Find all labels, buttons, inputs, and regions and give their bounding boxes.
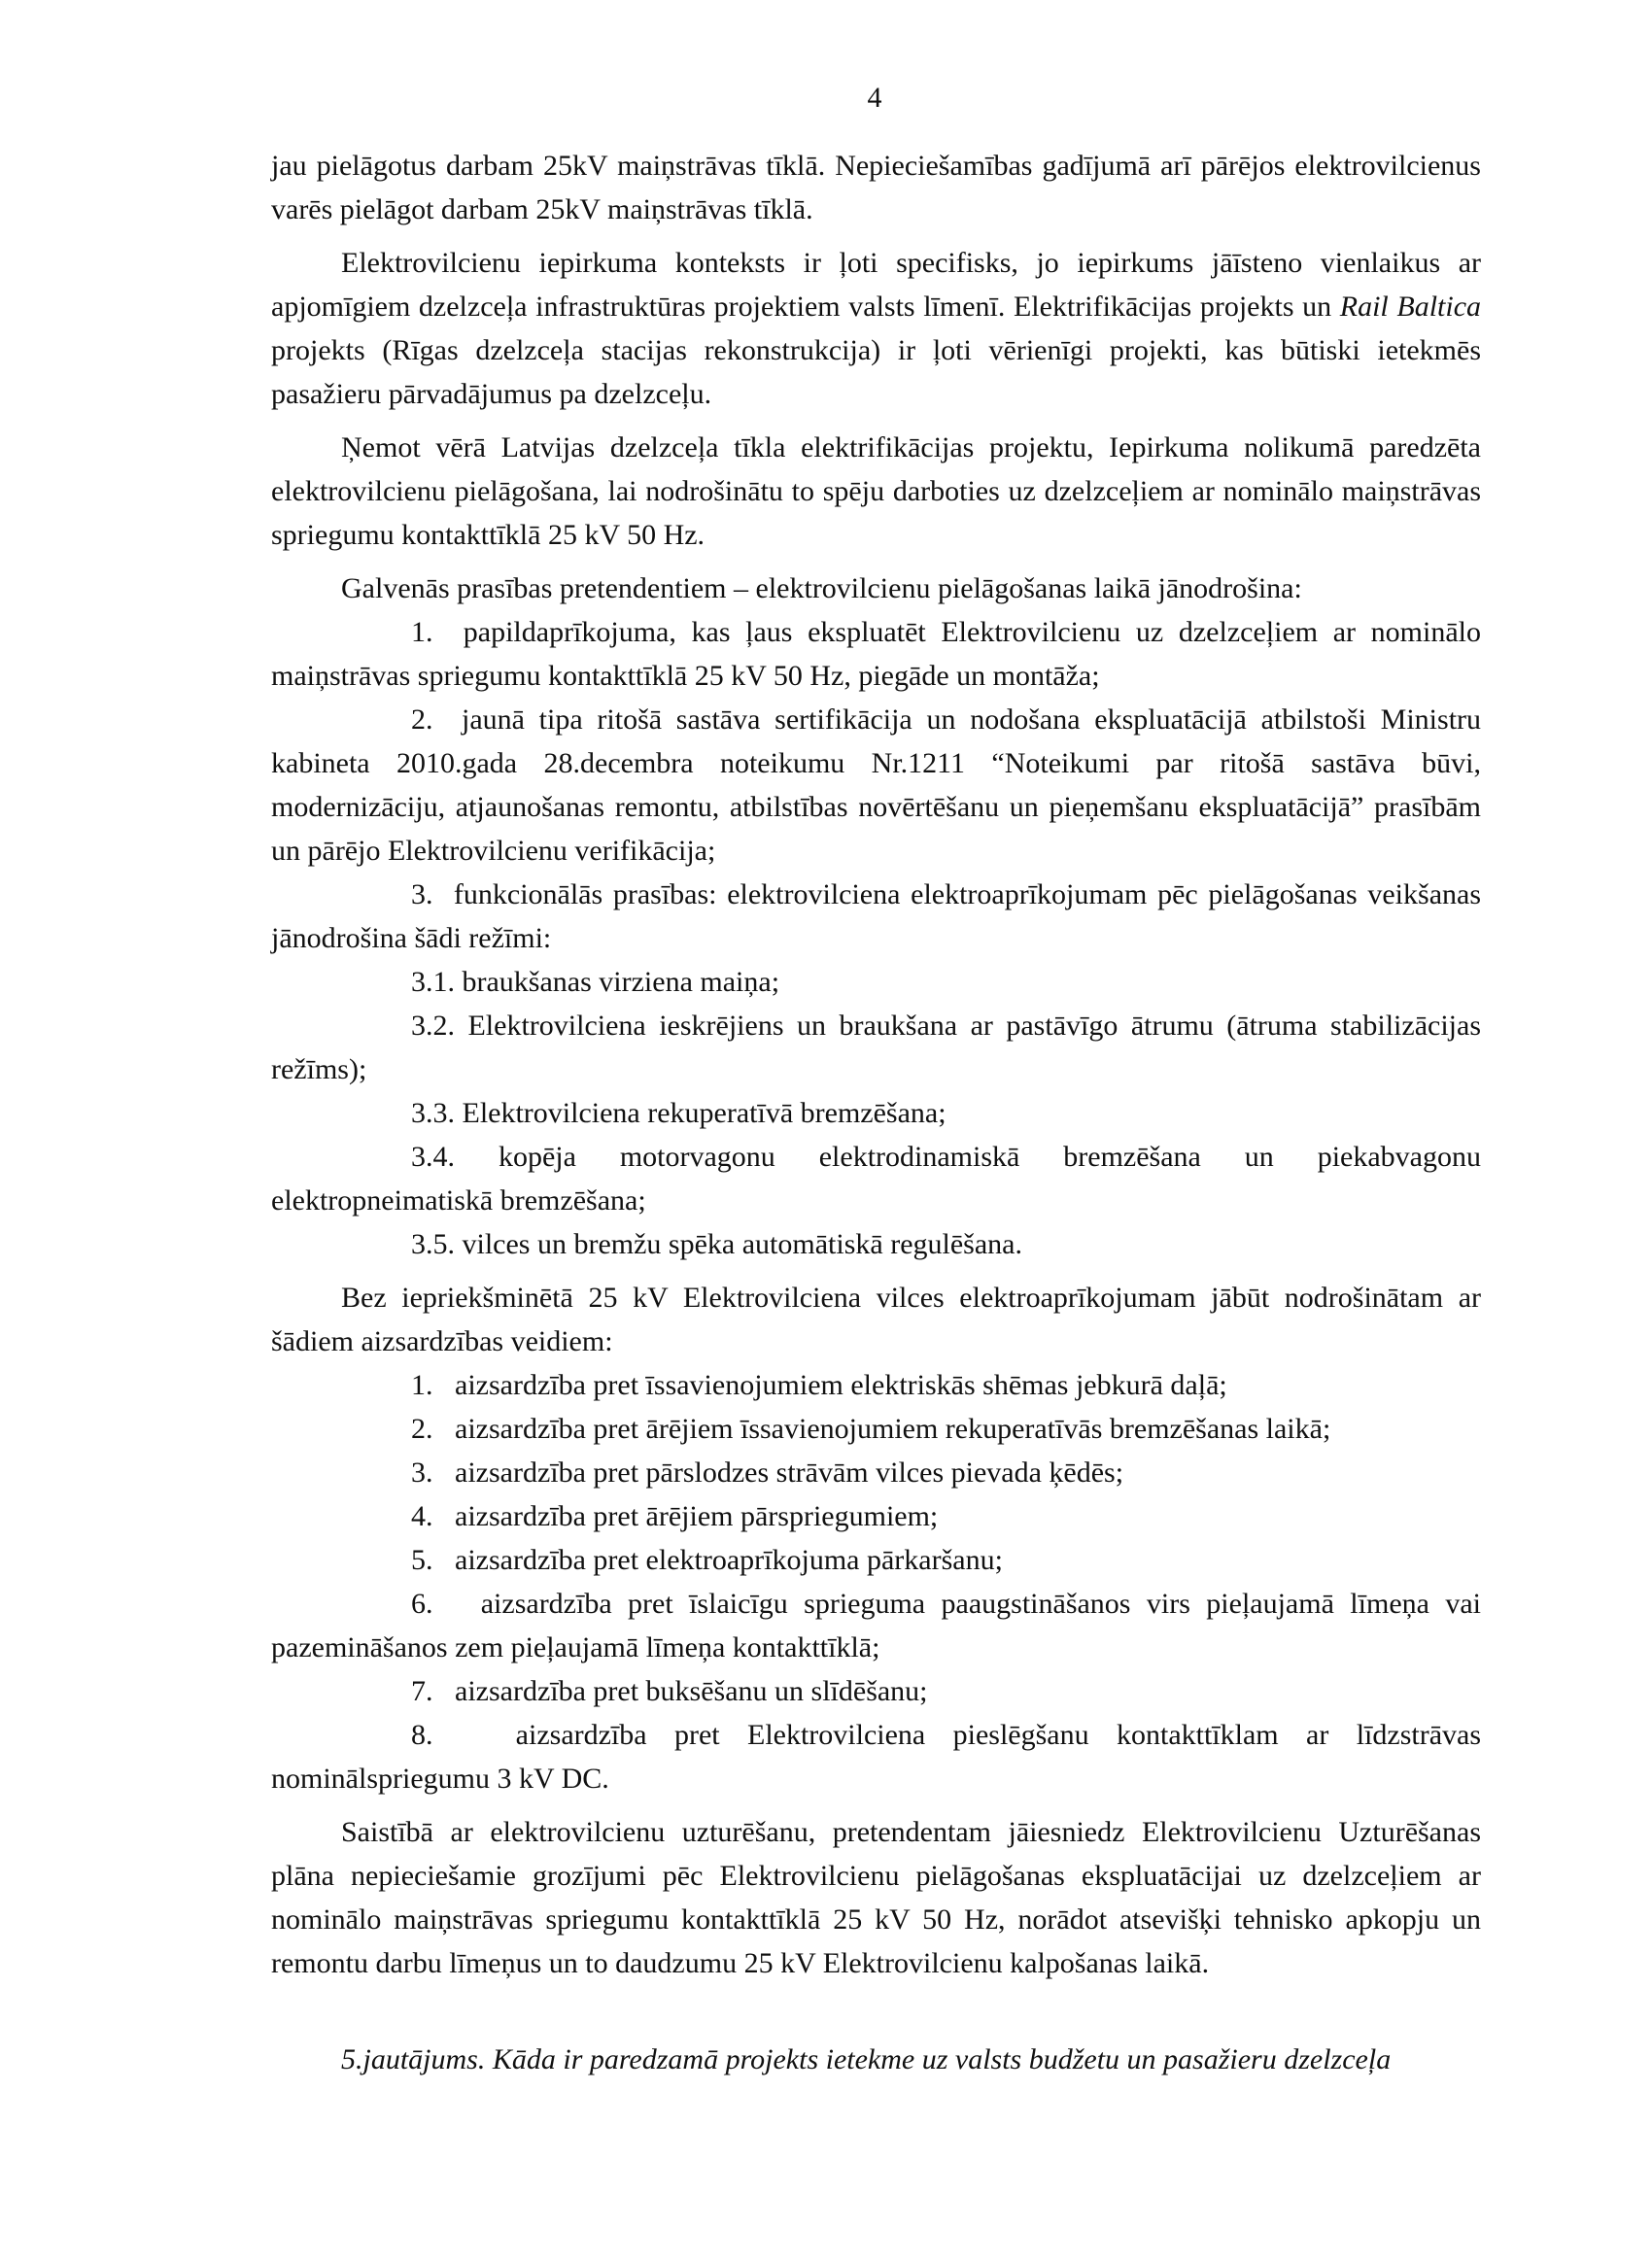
paragraph-electrification: Ņemot vērā Latvijas dzelzceļa tīkla elektrifikācijas projektu, Iepirkuma nolikumā paredzēta elektrovilcienu pielāgošana, lai nodrošinātu to spēju darboties uz dzelzceļiem ar nominālo maiņstrāvas spriegumu kontakttīklā 25 kV 50 Hz.: [271, 431, 1481, 551]
paragraph-text: Elektrovilcienu iepirkuma konteksts ir ļoti specifisks, jo iepirkums jāīsteno vienlaikus ar apjomīgiem dzelzceļa infrastruktūras projektiem valsts līmenī. Elektrifikācijas projekts un: [271, 247, 1481, 323]
document-body: [271, 144, 1481, 2081]
list-item: 3. aizsardzība pret pārslodzes strāvām vilces pievada ķēdēs;: [411, 1457, 1124, 1489]
list-item: 3.5. vilces un bremžu spēka automātiskā regulēšana.: [411, 1228, 1022, 1260]
list-item: 3.4. kopēja motorvagonu elektrodinamiskā bremzēšana un piekabvagonu elektropneimatiskā bremzēšana;: [271, 1141, 1482, 1217]
paragraph-maintenance: Saistībā ar elektrovilcienu uzturēšanu, pretendentam jāiesniedz Elektrovilcienu Uzturēšanas plāna nepieciešamie grozījumi pēc Elektrovilcienu pielāgošanas ekspluatācijai uz dzelzceļiem ar nominālo maiņstrāvas spriegumu kontakttīklā 25 kV 50 Hz, norādot atsevišķi tehnisko apkopju un remontu darbu līmeņus un to daudzumu 25 kV Elektrovilcienu kalpošanas laikā.: [271, 1816, 1481, 1979]
list-item: 3.1. braukšanas virziena maiņa;: [411, 966, 780, 998]
list-item: 6. aizsardzība pret īslaicīgu sprieguma paaugstināšanos virs pieļaujamā līmeņa vai pazemināšanos zem pieļaujamā līmeņa kontakttīklā;: [271, 1588, 1482, 1663]
list-item: 5. aizsardzība pret elektroaprīkojuma pārkaršanu;: [411, 1544, 1003, 1576]
list-item: 8. aizsardzība pret Elektrovilciena pieslēgšanu kontakttīklam ar līdzstrāvas nominālspriegumu 3 kV DC.: [271, 1719, 1482, 1795]
page-number: 4: [867, 82, 882, 114]
paragraph-protections-intro: Bez iepriekšminētā 25 kV Elektrovilciena vilces elektroaprīkojumam jābūt nodrošinātam ar šādiem aizsardzības veidiem:: [271, 1282, 1481, 1357]
list-item: 3.3. Elektrovilciena rekuperatīvā bremzēšana;: [411, 1097, 946, 1129]
paragraph-procurement-context: [271, 241, 1481, 416]
list-item: 1. papildaprīkojuma, kas ļaus ekspluatēt Elektrovilcienu uz dzelzceļiem ar nominālo maiņstrāvas spriegumu kontakttīklā 25 kV 50 Hz, piegāde un montāža;: [271, 616, 1481, 692]
paragraph-continuation: jau pielāgotus darbam 25kV maiņstrāvas tīklā. Nepieciešamības gadījumā arī pārējos elektrovilcienus varēs pielāgot darbam 25kV maiņstrāvas tīklā.: [271, 150, 1481, 225]
list-item: 2. aizsardzība pret ārējiem īssavienojumiem rekuperatīvās bremzēšanas laikā;: [411, 1413, 1331, 1445]
list-item: 3. funkcionālās prasības: elektrovilciena elektroaprīkojumam pēc pielāgošanas veikšanas jānodrošina šādi režīmi:: [271, 878, 1481, 954]
list-item: 2. jaunā tipa ritošā sastāva sertifikācija un nodošana ekspluatācijā atbilstoši Ministru kabineta 2010.gada 28.decembra noteikumu Nr.1211 “Noteikumi par ritošā sastāva būvi, modernizāciju, atjaunošanas remontu, atbilstības novērtēšanu un pieņemšanu ekspluatācijā” prasībām un pārējo Elektrovilcienu verifikācija;: [271, 703, 1482, 867]
paragraph-text: projekts (Rīgas dzelzceļa stacijas rekonstrukcija) ir ļoti vērienīgi projekti, kas būtiski ietekmēs pasažieru pārvadājumus pa dzelzceļu.: [271, 334, 1481, 410]
list-item: 4. aizsardzība pret ārējiem pārspriegumiem;: [411, 1500, 939, 1532]
list-item: 3.2. Elektrovilciena ieskrējiens un braukšana ar pastāvīgo ātrumu (ātruma stabilizācijas režīms);: [271, 1010, 1481, 1085]
rail-baltica-term: Rail Baltica: [1339, 291, 1482, 323]
requirements-list: [271, 610, 1481, 1266]
question-heading: 5.jautājums. Kāda ir paredzamā projekts ietekme uz valsts budžetu un pasažieru dzelzceļa: [341, 2043, 1392, 2075]
protections-list: [271, 1363, 1481, 1800]
paragraph-main-requirements: Galvenās prasības pretendentiem – elektrovilcienu pielāgošanas laikā jānodrošina:: [341, 572, 1302, 604]
list-item: 7. aizsardzība pret buksēšanu un slīdēšanu;: [411, 1675, 928, 1707]
list-item: 1. aizsardzība pret īssavienojumiem elektriskās shēmas jebkurā daļā;: [411, 1369, 1227, 1401]
